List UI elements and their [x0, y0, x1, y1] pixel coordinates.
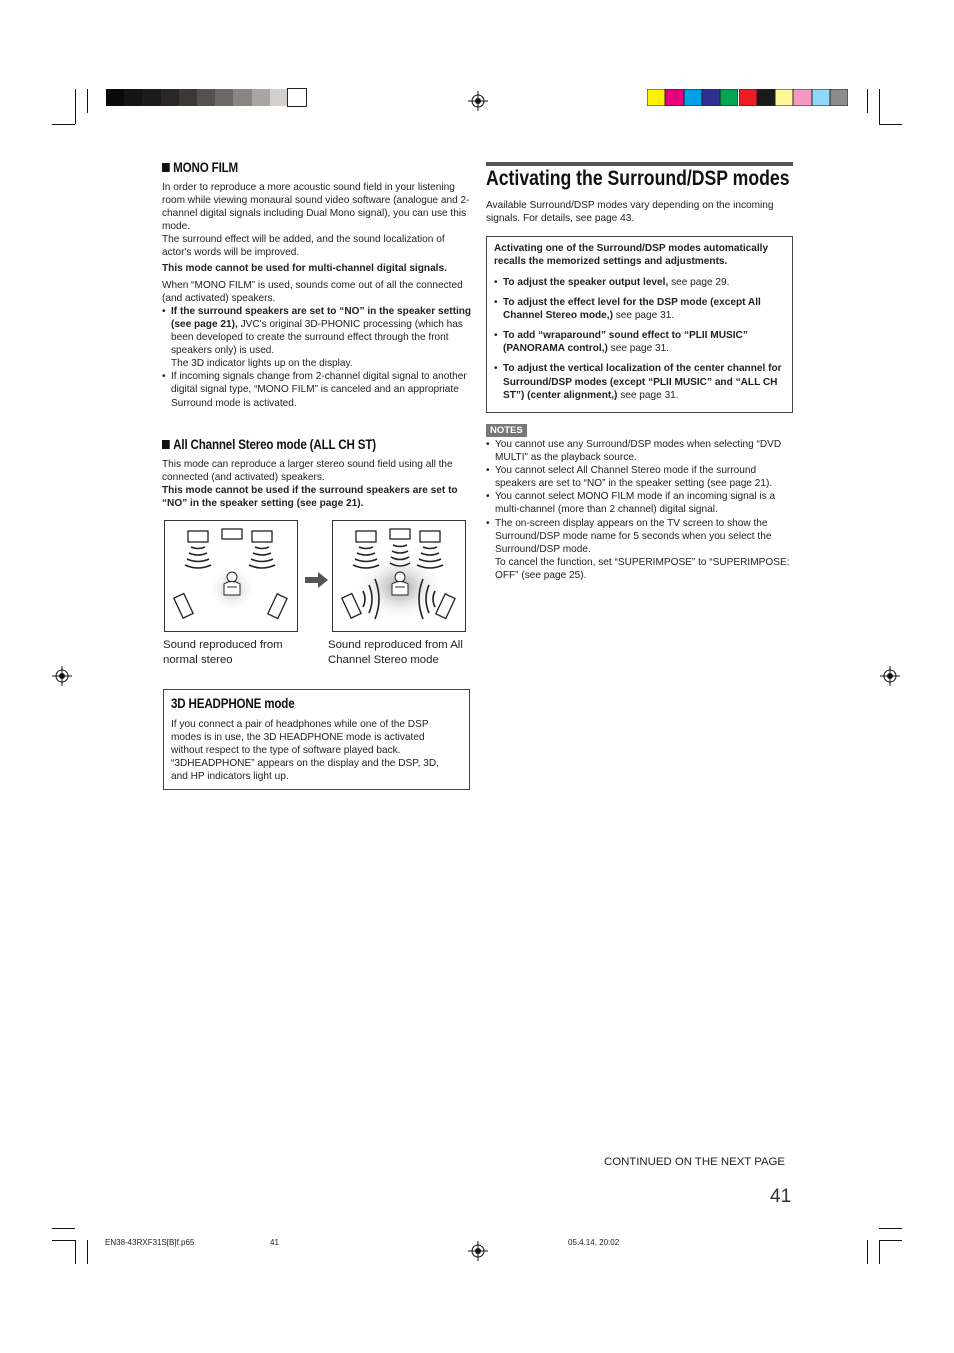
color-swatch	[647, 89, 665, 106]
paragraph: The surround effect will be added, and the sound localization of actor's words will be improved.	[162, 234, 445, 259]
caption-all-channel-stereo: Sound reproduced from All Channel Stereo mode	[328, 639, 463, 666]
page-title: Activating the Surround/DSP modes	[486, 167, 790, 190]
title-rule	[486, 162, 793, 166]
color-swatch	[179, 89, 197, 106]
page-number: 41	[770, 1186, 792, 1207]
all-ch-st-heading: All Channel Stereo mode (ALL CH ST)	[162, 437, 376, 452]
color-swatch	[124, 89, 142, 106]
activating-intro: Available Surround/DSP modes vary depending on the incoming signals. For details, see page 43.	[486, 200, 774, 225]
square-bullet-icon	[162, 440, 170, 449]
color-swatch	[233, 89, 251, 106]
list-item: • To adjust the effect level for the DSP mode (except All Channel Stereo mode,) see page 31.	[494, 296, 786, 322]
speaker-layout-icon	[165, 521, 297, 631]
color-swatch	[793, 89, 811, 106]
color-swatch	[812, 89, 830, 106]
color-swatch	[757, 89, 775, 106]
mono-film-bullets	[162, 305, 472, 410]
headphone-mode-box	[163, 689, 470, 790]
activating-box	[486, 236, 793, 413]
activating-list	[494, 276, 786, 409]
crosshair-icon	[52, 666, 72, 686]
mono-film-body	[162, 181, 472, 410]
color-swatch	[665, 89, 683, 106]
color-swatch	[270, 89, 288, 106]
warning-text: This mode cannot be used if the surround speakers are set to “NO” in the speaker setting (see page 21).	[162, 485, 458, 510]
color-swatch	[161, 89, 179, 106]
color-swatch	[252, 89, 270, 106]
color-swatch	[106, 89, 124, 106]
headphone-text: If you connect a pair of headphones while one of the DSP modes is in use, the 3D HEADPHONE mode is activated without respect to the type of software played back. “3DHEADPHONE” appears on the display and the DSP, 3D, and HP indicators light up.	[171, 719, 439, 783]
paragraph: When “MONO FILM” is used, sounds come out of all the connected (and activated) speakers.	[162, 279, 463, 304]
color-swatch	[288, 89, 306, 106]
color-swatch	[830, 89, 848, 106]
square-bullet-icon	[162, 163, 170, 172]
color-swatch	[775, 89, 793, 106]
continued-label: CONTINUED ON THE NEXT PAGE	[604, 1156, 786, 1168]
color-swatch	[702, 89, 720, 106]
paragraph: This mode can reproduce a larger stereo sound field using all the connected (and activated) speakers.	[162, 459, 453, 484]
list-item: • If incoming signals change from 2-channel digital signal to another digital signal type, “MONO FILM” is canceled and an appropriate Surround mode is activated.	[162, 370, 472, 409]
arrow-right-icon	[304, 570, 330, 590]
notes-badge: NOTES	[486, 420, 527, 438]
crosshair-icon	[468, 91, 488, 111]
note-item: • The on-screen display appears on the TV screen to show the Surround/DSP mode name for 5 seconds when you select the Surround/DSP mode. To cancel the function, set “SUPERIMPOSE” to “SUPERIMPOSE: OFF” (see page 25).	[486, 517, 793, 582]
all-ch-st-body	[162, 458, 472, 510]
mono-film-heading: MONO FILM	[162, 160, 238, 175]
paragraph: In order to reproduce a more acoustic sound field in your listening room while viewing monaural sound video software (analogue and 2-channel digital signals including Dual Mono signal), you can use this mode.	[162, 182, 470, 233]
caption-normal-stereo: Sound reproduced from normal stereo	[163, 639, 283, 666]
activating-box-intro: Activating one of the Surround/DSP modes automatically recalls the memorized settings and adjustments.	[494, 243, 769, 268]
file-name: EN38-43RXF31S[B]f.p65	[105, 1238, 195, 1247]
note-item: • You cannot select All Channel Stereo mode if the surround speakers are set to “NO” in the speaker setting (see page 21).	[486, 464, 793, 490]
list-item: • To adjust the speaker output level, see page 29.	[494, 276, 786, 289]
color-swatch	[142, 89, 160, 106]
color-swatch	[720, 89, 738, 106]
normal-stereo-diagram	[164, 520, 298, 632]
list-item: • To add “wraparound” sound effect to “PLII MUSIC” (PANORAMA control,) see page 31.	[494, 329, 786, 355]
list-item: • To adjust the vertical localization of the center channel for Surround/DSP modes (except “PLII MUSIC” and “ALL CH ST”) (center alignment,) see page 31.	[494, 362, 786, 401]
notes-list	[486, 438, 793, 582]
note-item: • You cannot use any Surround/DSP modes when selecting “DVD MULTI” as the playback source.	[486, 438, 793, 464]
notes-list-container	[486, 438, 793, 582]
crosshair-icon	[880, 666, 900, 686]
crosshair-icon	[468, 1241, 488, 1261]
file-page: 41	[270, 1238, 279, 1247]
list-item: • If the surround speakers are set to “NO” in the speaker setting (see page 21), JVC's original 3D-PHONIC processing (which has been developed to create the surround effect through the front speakers only) is used. The 3D indicator lights up on the display.	[162, 305, 472, 370]
color-swatch	[739, 89, 757, 106]
color-swatch	[215, 89, 233, 106]
headphone-heading: 3D HEADPHONE mode	[171, 696, 295, 711]
timestamp: 05.4.14, 20:02	[568, 1238, 620, 1247]
note-item: • You cannot select MONO FILM mode if an incoming signal is a multi-channel (more than 2 channel) digital signal.	[486, 490, 793, 516]
warning-text: This mode cannot be used for multi-channel digital signals.	[162, 262, 447, 274]
speaker-layout-icon	[333, 521, 465, 631]
color-swatch	[197, 89, 215, 106]
color-swatch	[684, 89, 702, 106]
all-channel-stereo-diagram	[332, 520, 466, 632]
